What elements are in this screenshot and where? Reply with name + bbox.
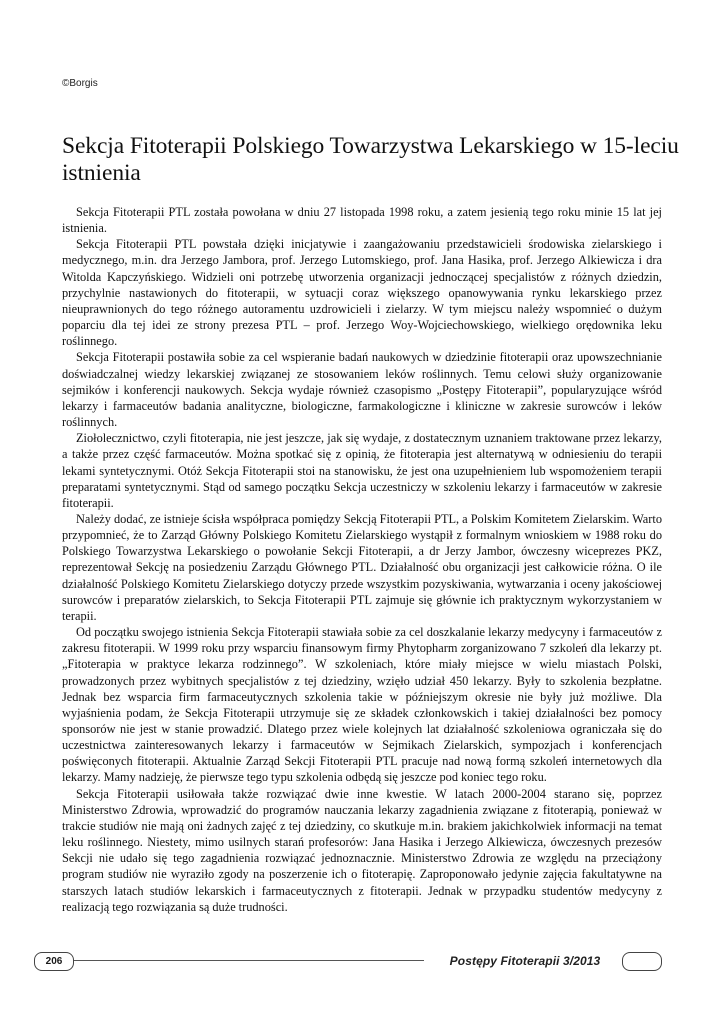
article-title: Sekcja Fitoterapii Polskiego Towarzystwa Lekarskiego w 15-leciu istnienia <box>62 133 679 186</box>
footer-divider <box>74 960 424 961</box>
paragraph-5: Należy dodać, ze istnieje ścisła współpraca pomiędzy Sekcją Fitoterapii PTL, a Polskim Komitetem Zielarskim. Warto przypomnieć, że to Zarząd Główny Polskiego Komitetu Zielarskiego wystąpił z formalnym wnioskiem w 1988 roku do Polskiego Towarzystwa Lekarskiego o powołanie Sekcji Fitoterapii, a dr Jerzy Jambor, ówczesny wiceprezes PKZ, reprezentował Sekcję na posiedzeniu Zarządu Głównego PTL. Działalność obu organizacji jest całkowicie różna. O ile działalność Polskiego Komitetu Zielarskiego dotyczy przede wszystkim pozyskiwania, wytwarzania i oceny jakościowej surowców i preparatów zielarskich, to Sekcja Fitoterapii PTL zajmuje się głównie ich praktycznym wykorzystaniem w terapii. <box>62 511 662 623</box>
paragraph-4: Ziołolecznictwo, czyli fitoterapia, nie jest jeszcze, jak się wydaje, z dostatecznym uznaniem traktowane przez lekarzy, a także przez część farmaceutów. Można spotkać się z opinią, że fitoterapia jest alternatywą w odniesieniu do terapii lekami syntetycznymi. Otóż Sekcja Fitoterapii stoi na stanowisku, że jest ona uzupełnieniem lub wspomożeniem terapii preparatami syntetycznymi. Stąd od samego początku Sekcja uczestniczy w szkoleniu lekarzy i farmaceutów w zakresie fitoterapii. <box>62 431 662 510</box>
footer-ornament-box <box>622 952 662 971</box>
paragraph-6: Od początku swojego istnienia Sekcja Fitoterapii stawiała sobie za cel doszkalanie lekarzy medycyny i farmaceutów z zakresu fitoterapii. W 1999 roku przy wsparciu finansowym firmy Phytopharm zorganizowano 7 szkoleń dla lekarzy pt. „Fitoterapia w praktyce lekarza rodzinnego”. W szkoleniach, które miały miejsce w wielu miastach Polski, prowadzonych przez wybitnych specjalistów z tej dziedziny, wzięło udział 450 lekarzy. Były to szkolenia bezpłatne. Jednak bez wsparcia firm farmaceutycznych szkolenia takie w późniejszym okresie nie były już możliwe. Dla wyjaśnienia podam, że Sekcja Fitoterapii utrzymuje się ze składek członkowskich i takiej działalności bez pomocy sponsorów nie jest w stanie prowadzić. Dlatego przez wiele kolejnych lat działalność szkoleniowa ograniczała się do uczestnictwa zainteresowanych lekarzy i farmaceutów w Sejmikach Zielarskich, sympozjach i konferencjach poświęconych fitoterapii. Aktualnie Zarząd Sekcji Fitoterapii PTL pracuje nad nową formą szkoleń internetowych dla lekarzy. Mamy nadzieję, że pierwsze tego typu szkolenia odbędą się jeszcze pod koniec tego roku. <box>62 625 662 785</box>
paragraph-3: Sekcja Fitoterapii postawiła sobie za cel wspieranie badań naukowych w dziedzinie fitoterapii oraz upowszechnianie doświadczalnej wiedzy lekarskiej związanej ze stosowaniem leków roślinnych. Temu celowi służy organizowanie sejmików i konferencji naukowych. Sekcja wydaje również czasopismo „Postępy Fitoterapii”, popularyzujące wśród lekarzy i farmaceutów badania analityczne, biologiczne, farmakologiczne i kliniczne w zakresie surowców i leków roślinnych. <box>62 350 662 430</box>
paragraph-7: Sekcja Fitoterapii usiłowała także rozwiązać dwie inne kwestie. W latach 2000-2004 starano się, poprzez Ministerstwo Zdrowia, wprowadzić do programów nauczania lekarzy zagadnienia związane z fitoterapią, ponieważ w trakcie studiów nie mają oni żadnych zajęć z tej dziedziny, co skutkuje m.in. brakiem jakichkolwiek informacji na temat leku roślinnego. Niestety, mimo usilnych starań profesorów: Jana Hasika i Jerzego Alkiewicza, ówczesnych prezesów Sekcji nie udało się tego zagadnienia rozwiązać jednoznacznie. Ministerstwo Zdrowia ze względu na przeciążony program studiów nie wyraziło zgody na poszerzenie ich o fitoterapię. Zaproponowało jedynie zajęcia fakultatywne na starszych latach studiów lekarskich i farmaceutycznych z fitoterapii. Jednak w przypadku studentów medycyny z realizacją tego rozwiązania są duże trudności. <box>62 786 662 914</box>
article-body <box>62 204 662 915</box>
copyright-notice: ©Borgis <box>62 78 98 89</box>
paragraph-1: Sekcja Fitoterapii PTL została powołana w dniu 27 listopada 1998 roku, a zatem jesienią tego roku minie 15 lat jej istnienia. <box>62 205 662 236</box>
paragraph-2: Sekcja Fitoterapii PTL powstała dzięki inicjatywie i zaangażowaniu przedstawicieli środowiska zielarskiego i medycznego, m.in. dra Jerzego Jambora, prof. Jerzego Lutomskiego, prof. Jana Hasika, prof. Jerzego Alkiewicza i dra Witolda Kapczyńskiego. Widzieli oni potrzebę utworzenia organizacji jednoczącej specjalistów z różnych dziedzin, przychylnie nastawionych do fitoterapii, w sytuacji coraz większego opanowywania rynku lekarskiego przez nieuprawnionych do tego różnego autoramentu uzdrowicieli i zielarzy. W tym miejscu należy wspomnieć o dużym poparciu dla tej idei ze strony prezesa PTL – prof. Jerzego Woy-Wojciechowskiego, wielkiego orędownika leku roślinnego. <box>62 237 662 349</box>
journal-name: Postępy Fitoterapii 3/2013 <box>449 954 601 968</box>
page-number: 206 <box>34 952 74 971</box>
